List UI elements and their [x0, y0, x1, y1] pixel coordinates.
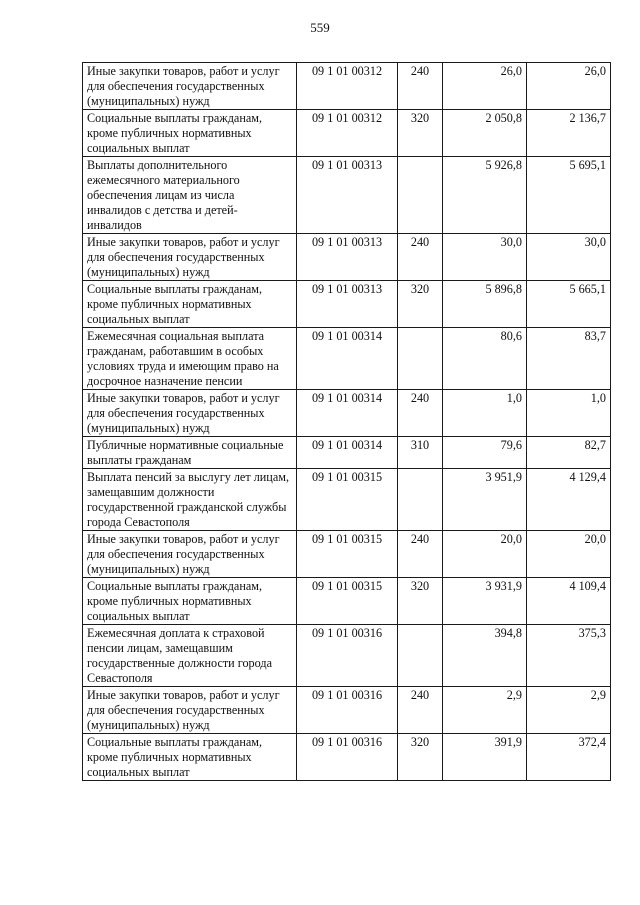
- amount-year-2-cell: 20,0: [527, 531, 611, 578]
- target-article-code-cell: 09 1 01 00316: [297, 625, 398, 687]
- amount-year-2-cell: 2 136,7: [527, 110, 611, 157]
- expense-type-cell: 320: [398, 110, 443, 157]
- target-article-code-cell: 09 1 01 00316: [297, 734, 398, 781]
- amount-year-1-cell: 26,0: [443, 63, 527, 110]
- table-row: [83, 390, 611, 437]
- target-article-code-cell: 09 1 01 00313: [297, 157, 398, 234]
- table-row: [83, 328, 611, 390]
- expense-name-cell: Социальные выплаты гражданам, кроме публичных нормативных социальных выплат: [83, 734, 297, 781]
- amount-year-1-cell: 2,9: [443, 687, 527, 734]
- amount-year-2-cell: 372,4: [527, 734, 611, 781]
- amount-year-1-cell: 3 951,9: [443, 469, 527, 531]
- page-number: 559: [310, 20, 330, 35]
- amount-year-1-cell: 79,6: [443, 437, 527, 469]
- amount-year-2-cell: 4 109,4: [527, 578, 611, 625]
- budget-table: [82, 62, 611, 781]
- expense-name-cell: Ежемесячная социальная выплата гражданам, работавшим в особых условиях труда и имеющим право на досрочное назначение пенсии: [83, 328, 297, 390]
- target-article-code-cell: 09 1 01 00313: [297, 234, 398, 281]
- table-row: [83, 234, 611, 281]
- expense-type-cell: [398, 328, 443, 390]
- expense-name-cell: Социальные выплаты гражданам, кроме публичных нормативных социальных выплат: [83, 281, 297, 328]
- budget-table-body: [83, 63, 611, 781]
- amount-year-1-cell: 394,8: [443, 625, 527, 687]
- table-row: [83, 157, 611, 234]
- amount-year-1-cell: 2 050,8: [443, 110, 527, 157]
- expense-type-cell: 310: [398, 437, 443, 469]
- expense-name-cell: Социальные выплаты гражданам, кроме публичных нормативных социальных выплат: [83, 110, 297, 157]
- amount-year-1-cell: 20,0: [443, 531, 527, 578]
- expense-type-cell: [398, 625, 443, 687]
- amount-year-2-cell: 5 695,1: [527, 157, 611, 234]
- expense-name-cell: Социальные выплаты гражданам, кроме публичных нормативных социальных выплат: [83, 578, 297, 625]
- amount-year-1-cell: 5 896,8: [443, 281, 527, 328]
- amount-year-2-cell: 4 129,4: [527, 469, 611, 531]
- expense-name-cell: Иные закупки товаров, работ и услуг для обеспечения государственных (муниципальных) нужд: [83, 687, 297, 734]
- target-article-code-cell: 09 1 01 00315: [297, 578, 398, 625]
- table-row: [83, 63, 611, 110]
- target-article-code-cell: 09 1 01 00314: [297, 437, 398, 469]
- table-row: [83, 625, 611, 687]
- expense-name-cell: Выплаты дополнительного ежемесячного материального обеспечения лицам из числа инвалидов с детства и детей-инвалидов: [83, 157, 297, 234]
- expense-name-cell: Иные закупки товаров, работ и услуг для обеспечения государственных (муниципальных) нужд: [83, 390, 297, 437]
- amount-year-1-cell: 5 926,8: [443, 157, 527, 234]
- table-row: [83, 281, 611, 328]
- expense-type-cell: 240: [398, 63, 443, 110]
- amount-year-2-cell: 30,0: [527, 234, 611, 281]
- expense-type-cell: [398, 469, 443, 531]
- target-article-code-cell: 09 1 01 00314: [297, 328, 398, 390]
- amount-year-2-cell: 83,7: [527, 328, 611, 390]
- target-article-code-cell: 09 1 01 00314: [297, 390, 398, 437]
- amount-year-2-cell: 375,3: [527, 625, 611, 687]
- amount-year-1-cell: 80,6: [443, 328, 527, 390]
- expense-name-cell: Иные закупки товаров, работ и услуг для обеспечения государственных (муниципальных) нужд: [83, 531, 297, 578]
- target-article-code-cell: 09 1 01 00316: [297, 687, 398, 734]
- expense-type-cell: [398, 157, 443, 234]
- expense-name-cell: Иные закупки товаров, работ и услуг для обеспечения государственных (муниципальных) нужд: [83, 234, 297, 281]
- table-row: [83, 110, 611, 157]
- expense-name-cell: Публичные нормативные социальные выплаты гражданам: [83, 437, 297, 469]
- amount-year-1-cell: 1,0: [443, 390, 527, 437]
- expense-type-cell: 240: [398, 687, 443, 734]
- expense-type-cell: 240: [398, 531, 443, 578]
- amount-year-2-cell: 82,7: [527, 437, 611, 469]
- expense-type-cell: 320: [398, 734, 443, 781]
- amount-year-1-cell: 30,0: [443, 234, 527, 281]
- amount-year-1-cell: 3 931,9: [443, 578, 527, 625]
- expense-type-cell: 240: [398, 234, 443, 281]
- target-article-code-cell: 09 1 01 00313: [297, 281, 398, 328]
- target-article-code-cell: 09 1 01 00315: [297, 531, 398, 578]
- target-article-code-cell: 09 1 01 00315: [297, 469, 398, 531]
- amount-year-2-cell: 5 665,1: [527, 281, 611, 328]
- expense-name-cell: Ежемесячная доплата к страховой пенсии лицам, замещавшим государственные должности города Севастополя: [83, 625, 297, 687]
- target-article-code-cell: 09 1 01 00312: [297, 63, 398, 110]
- table-row: [83, 469, 611, 531]
- table-row: [83, 687, 611, 734]
- table-row: [83, 437, 611, 469]
- amount-year-2-cell: 26,0: [527, 63, 611, 110]
- table-row: [83, 531, 611, 578]
- expense-type-cell: 320: [398, 281, 443, 328]
- expense-name-cell: Выплата пенсий за выслугу лет лицам, замещавшим должности государственной гражданской службы города Севастополя: [83, 469, 297, 531]
- expense-type-cell: 320: [398, 578, 443, 625]
- table-row: [83, 734, 611, 781]
- target-article-code-cell: 09 1 01 00312: [297, 110, 398, 157]
- expense-type-cell: 240: [398, 390, 443, 437]
- amount-year-2-cell: 2,9: [527, 687, 611, 734]
- table-row: [83, 578, 611, 625]
- expense-name-cell: Иные закупки товаров, работ и услуг для обеспечения государственных (муниципальных) нужд: [83, 63, 297, 110]
- amount-year-1-cell: 391,9: [443, 734, 527, 781]
- amount-year-2-cell: 1,0: [527, 390, 611, 437]
